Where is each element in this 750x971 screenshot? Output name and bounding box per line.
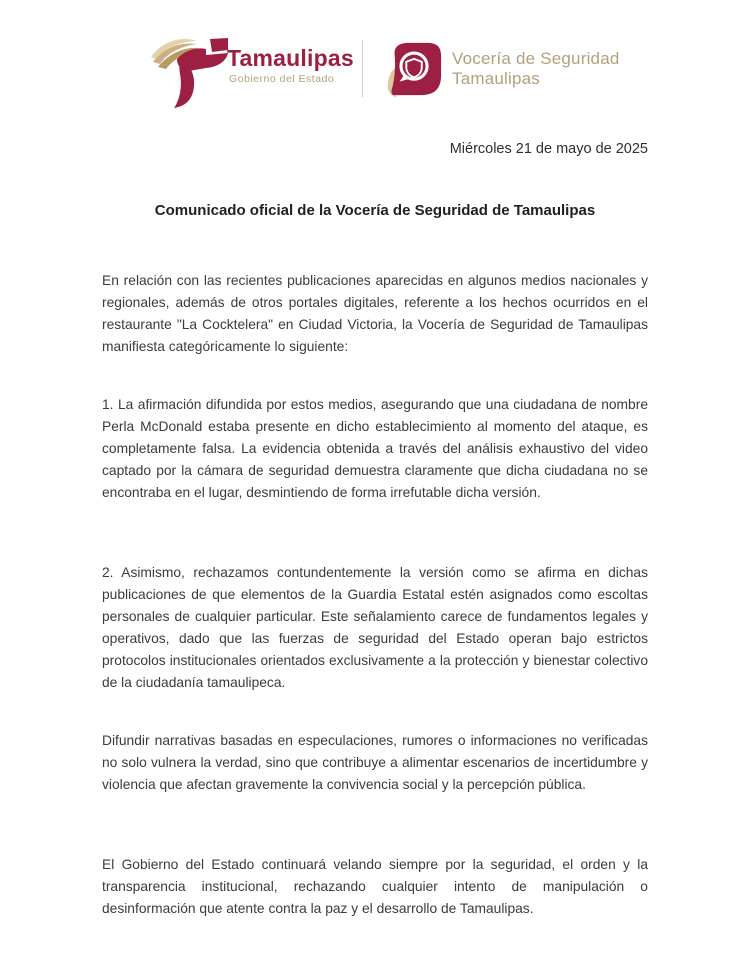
point-1-paragraph: 1. La afirmación difundida por estos medios, asegurando que una ciudadana de nombre Perla McDonald estaba presente en dicho establecimiento al momento del ataque, es completamente falsa. La evidencia obtenida a través del análisis exhaustivo del video captado por la cámara de seguridad demuestra claramente que dicha ciudadana no se encontraba en el lugar, desmintiendo de forma irrefutable dicha versión.: [102, 397, 648, 500]
state-logo-name: Tamaulipas: [227, 45, 354, 71]
point-2-paragraph: 2. Asimismo, rechazamos contundentemente la versión como se afirma en dichas publicaciones de que elementos de la Guardia Estatal estén asignados como escoltas personales de cualquier particular. Este señalamiento carece de fundamentos legales y operativos, dado que las fuerzas de seguridad del Estado operan bajo estrictos protocolos institucionales orientados exclusivamente a la protección y bienestar colectivo de la ciudadanía tamaulipeca.: [102, 565, 648, 690]
t-flag-piece: [210, 38, 228, 52]
voceria-wordmark: [452, 49, 620, 89]
letterhead: [0, 0, 750, 125]
logo-divider: [362, 40, 363, 97]
state-wordmark: [227, 46, 354, 85]
leaf-shape: [391, 43, 441, 95]
intro-paragraph: En relación con las recientes publicaciones aparecidas en algunos medios nacionales y regionales, además de otros portales digitales, referente a los hechos ocurridos en el restaurante "La Cocktelera" en Ciudad Victoria, la Vocería de Seguridad de Tamaulipas manifiesta categóricamente lo siguiente:: [102, 273, 648, 354]
tamaulipas-eagle-t-icon: [149, 32, 229, 108]
narratives-paragraph: Difundir narrativas basadas en especulaciones, rumores o informaciones no verificadas no solo vulnera la verdad, sino que contribuye a alimentar escenarios de incertidumbre y violencia que afectan gravemente la convivencia social y la percepción pública.: [102, 733, 648, 792]
state-logo-subtitle: Gobierno del Estado: [229, 73, 335, 85]
voceria-logo-line1: Vocería de Seguridad: [452, 49, 620, 68]
voceria-shield-bubble-icon: [386, 40, 444, 100]
voceria-logo-line2: Tamaulipas: [452, 69, 540, 88]
document-title: Comunicado oficial de la Vocería de Seguridad de Tamaulipas: [154, 202, 596, 219]
date-line: Miércoles 21 de mayo de 2025: [449, 141, 648, 157]
closing-paragraph: El Gobierno del Estado continuará velando siempre por la seguridad, el orden y la transparencia institucional, rechazando cualquier intento de manipulación o desinformación que atente contra la paz y el desarrollo de Tamaulipas.: [102, 857, 648, 916]
